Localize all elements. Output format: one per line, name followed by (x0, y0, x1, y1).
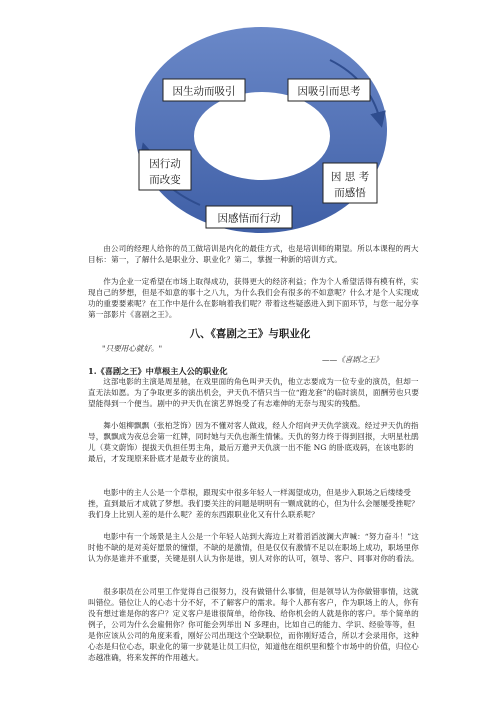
box-bottom (206, 206, 292, 228)
epigraph-quote: "只要用心就好。" (102, 344, 163, 353)
section-heading: 八、《喜剧之王》与职业化 (189, 328, 311, 340)
ring-inner (194, 92, 330, 180)
box-right-label-1: 因 思 考 (330, 171, 370, 183)
box-top-right (288, 79, 370, 101)
box-right (323, 163, 377, 203)
intro-paragraph-1: 由公司的经理人给你的员工做培训是内化的最佳方式，也是培训师的期望。所以本课程的两大目标：第一，了解什么是职业分、职业化？第二，掌握一种新的培训方式。 (88, 244, 419, 264)
body-paragraph-2: 舞小姐柳飘飘（张柏芝饰）因为不懂对客人做戏，经人介绍向尹天仇学演戏。经过尹天仇的指导，飘飘成为夜总会第一红牌，同时她与天仇也渐生情愫。天仇的努力终于得到回报，大明星杜鹃儿（莫文蔚饰）提拔天仇担任男主角，最后万邀尹天仇演一出不能 NG 的卧底戏码，在该电影的最后，才发现原来卧底才是最专业的演员。 (88, 421, 419, 463)
body-paragraph-3: 电影中的主人公是一个草根，跟现实中很多年轻人一样渴望成功，但是步入职场之后缕缕受挫，直到最后才成就了梦想。我们要关注的问题是明明有一颗成就的心，但为什么会屡屡受挫呢？我们身上比别人差的是什么呢？差的东西跟职业化又有什么联系呢？ (88, 488, 419, 519)
box-top-right-label: 因吸引而思考 (297, 85, 361, 98)
body-paragraph-4: 电影中有一个场景是主人公是一个年轻人站到大海边上对着滔滔波澜大声喊：“努力奋斗！”这时他不缺的是对美好愿景的憧憬，不缺的是激情，但是仅仅有激情不足以在职场上成功，职场里你认为你是谁并不重要，关键是别人认为你是谁，别人对你的认可，领导、客户、同事对你的看法。 (88, 532, 419, 563)
box-right-label-2: 而感悟 (334, 187, 366, 199)
intro-paragraph-2: 作为企业一定希望在市场上取得成功，获得更大的经济利益；作为个人希望活得有模有样，实现自己的梦想，但是不如意的事十之八九，为什么我们会有很多的不如意呢？什么才是个人实现成功的重要要素呢？在工作中是什么在影响着我们呢？带着这些疑惑进入到下面环节，与您一起分享第一部影片《喜剧之王》。 (88, 277, 419, 319)
box-left (139, 150, 191, 190)
box-left-label-1: 因行动 (149, 158, 181, 170)
subsection-heading: 1.《喜剧之王》中草根主人公的职业化 (88, 366, 228, 376)
body-paragraph-5: 很多职员在公司里工作觉得自己很努力，没有做错什么事情，但是领导认为你做错事情，这就叫错位。错位让人的心态十分不好，不了解客户的需求。每个人都有客户，作为职场上的人，你有没有想过谁是你的客户？定义客户是谁很简单，给你钱、给你机会的人就是你的客户。举个简单的例子，公司为什么会雇佣你？你可能会列举出 N 多理由，比如自己的能力、学识、经验等等，但是你应该从公司的角度来看，刚好公司出现这个空缺职位，而你刚好适合，所以才会录用你，这种心态是归位心态，职业化的第一步就是让员工归位，知道他在组织里和整个市场中的价值，归位心态越准确，将来发挥的作用越大。 (88, 587, 419, 662)
box-left-label-2: 而改变 (149, 174, 181, 186)
box-bottom-label: 因感悟而行动 (217, 212, 281, 225)
cycle-diagram (0, 0, 500, 240)
epigraph-source: ——《喜剧之王》 (322, 355, 383, 364)
body-paragraph-1: 这部电影的主演是周星驰，在戏里面的角色叫尹天仇，他立志要成为一位专业的演员，但却一直无法如愿。为了争取更多的演出机会，尹天仇不惜只当一位“跑龙套”的临时演员，面酬劳也只要望能得到一个便当。剧中的尹天仇在演艺界饱受了有志难伸的无奈与现实的残酷。 (88, 377, 420, 408)
box-top-left (163, 79, 245, 101)
box-top-left-label: 因生动而吸引 (172, 85, 236, 98)
